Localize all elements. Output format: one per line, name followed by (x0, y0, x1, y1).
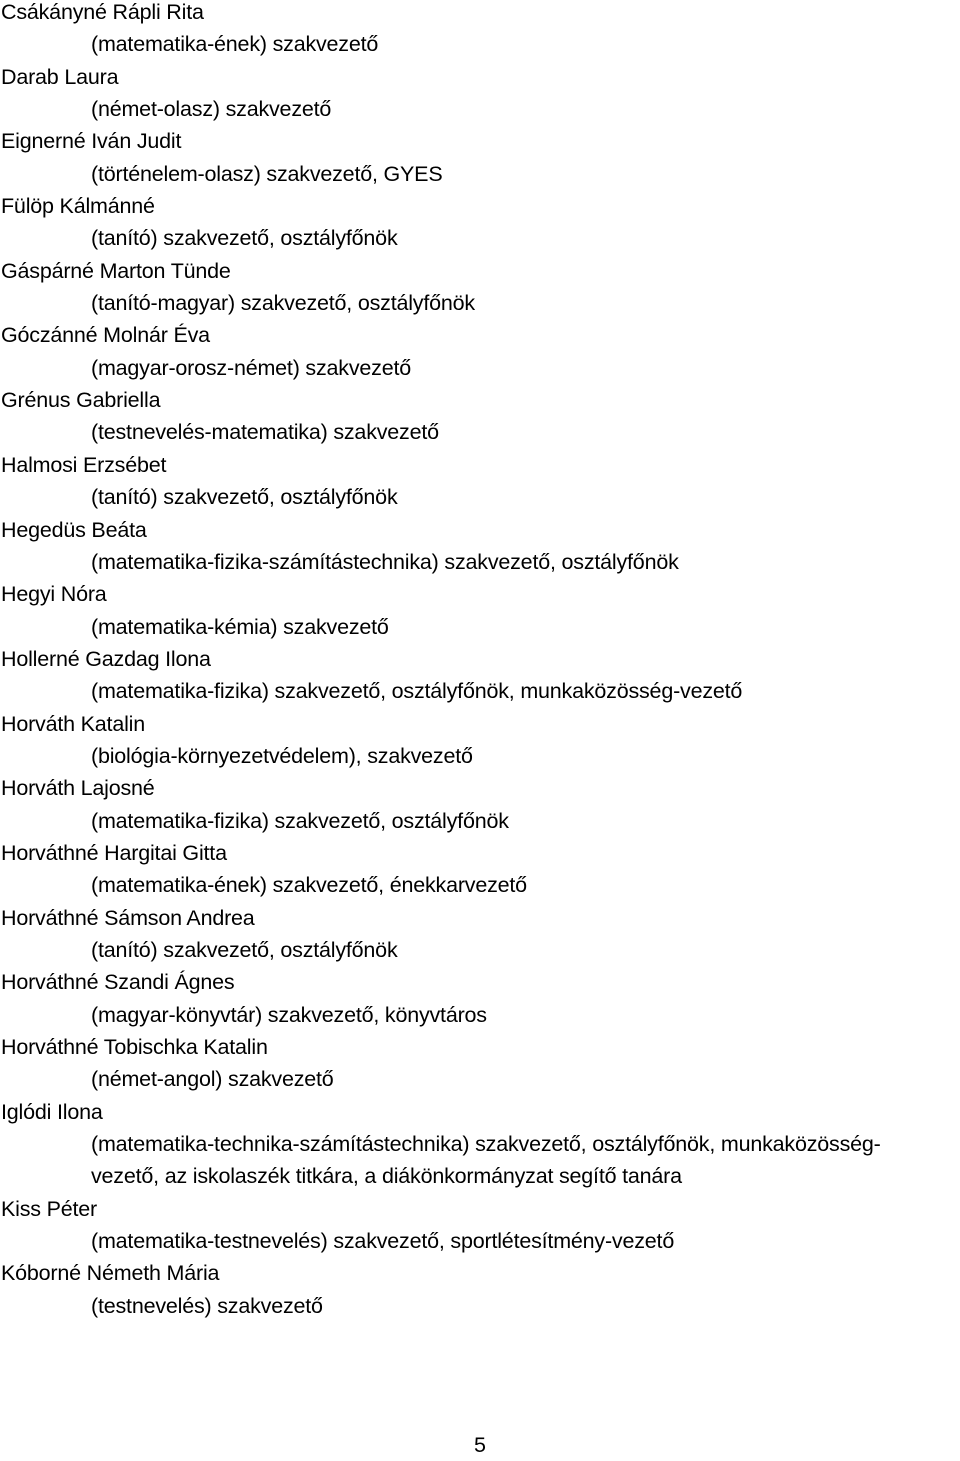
page-number: 5 (474, 1433, 486, 1457)
staff-entry (0, 1193, 960, 1258)
staff-role: (matematika-fizika-számítástechnika) szakvezető, osztályfőnök (91, 549, 679, 574)
staff-entry (0, 966, 960, 1031)
staff-role: (matematika-testnevelés) szakvezető, sportlétesítmény-vezető (91, 1229, 675, 1254)
staff-name: Kóborné Németh Mária (1, 1261, 220, 1286)
staff-entry (0, 61, 960, 126)
staff-role: (tanító) szakvezető, osztályfőnök (91, 226, 398, 251)
staff-role: (matematika-technika-számítástechnika) szakvezető, osztályfőnök, munkaközösség- (91, 1132, 881, 1157)
staff-name: Csákányné Rápli Rita (1, 0, 204, 24)
staff-name: Hegyi Nóra (1, 582, 107, 607)
staff-role: (történelem-olasz) szakvezető, GYES (91, 161, 443, 186)
staff-entry (0, 1031, 960, 1096)
staff-entry (0, 449, 960, 514)
staff-name: Gáspárné Marton Tünde (1, 258, 231, 283)
staff-name: Horváthné Hargitai Gitta (1, 840, 227, 865)
staff-name: Horváth Lajosné (1, 776, 155, 801)
staff-role: (matematika-fizika) szakvezető, osztályfőnök (91, 808, 509, 833)
staff-name: Eignerné Iván Judit (1, 129, 182, 154)
staff-role: (matematika-ének) szakvezető, énekkarvezető (91, 873, 527, 898)
staff-role: vezető, az iskolaszék titkára, a diákönkormányzat segítő tanára (91, 1164, 682, 1189)
staff-name: Horváthné Sámson Andrea (1, 905, 255, 930)
staff-name: Góczánné Molnár Éva (1, 323, 210, 348)
staff-entry (0, 125, 960, 190)
staff-role: (matematika-ének) szakvezető (91, 32, 379, 57)
staff-role: (magyar-könyvtár) szakvezető, könyvtáros (91, 1002, 487, 1027)
staff-entry (0, 1096, 960, 1193)
staff-name: Horváthné Tobischka Katalin (1, 1035, 268, 1059)
staff-name: Iglódi Ilona (1, 1099, 103, 1124)
staff-name: Hegedüs Beáta (1, 517, 147, 542)
staff-name: Fülöp Kálmánné (1, 194, 155, 219)
staff-entry (0, 772, 960, 837)
staff-role: (testnevelés) szakvezető (91, 1293, 323, 1318)
staff-entry (0, 1257, 960, 1322)
staff-entry (0, 902, 960, 967)
staff-entry (0, 190, 960, 255)
staff-role: (tanító-magyar) szakvezető, osztályfőnök (91, 291, 475, 316)
staff-entry (0, 514, 960, 579)
staff-role: (német-angol) szakvezető (91, 1067, 334, 1092)
staff-role: (testnevelés-matematika) szakvezető (91, 420, 439, 445)
staff-role: (biológia-környezetvédelem), szakvezető (91, 743, 473, 768)
staff-role: (tanító) szakvezető, osztályfőnök (91, 485, 398, 510)
staff-name: Kiss Péter (1, 1196, 97, 1221)
staff-role: (matematika-fizika) szakvezető, osztályfőnök, munkaközösség-vezető (91, 679, 743, 704)
staff-entry (0, 255, 960, 320)
staff-name: Horváth Katalin (1, 711, 145, 736)
staff-name: Halmosi Erzsébet (1, 452, 167, 477)
staff-name: Hollerné Gazdag Ilona (1, 646, 211, 671)
staff-entry (0, 708, 960, 773)
staff-entry (0, 643, 960, 708)
staff-role: (magyar-orosz-német) szakvezető (91, 355, 411, 380)
staff-entry (0, 319, 960, 384)
staff-role: (matematika-kémia) szakvezető (91, 614, 389, 639)
staff-role: (tanító) szakvezető, osztályfőnök (91, 937, 398, 962)
staff-entry (0, 384, 960, 449)
staff-entry (0, 0, 960, 61)
staff-name: Darab Laura (1, 64, 119, 89)
staff-role: (német-olasz) szakvezető (91, 97, 332, 122)
staff-name: Horváthné Szandi Ágnes (1, 970, 235, 995)
staff-entry (0, 578, 960, 643)
staff-entry (0, 837, 960, 902)
staff-name: Grénus Gabriella (1, 388, 161, 413)
